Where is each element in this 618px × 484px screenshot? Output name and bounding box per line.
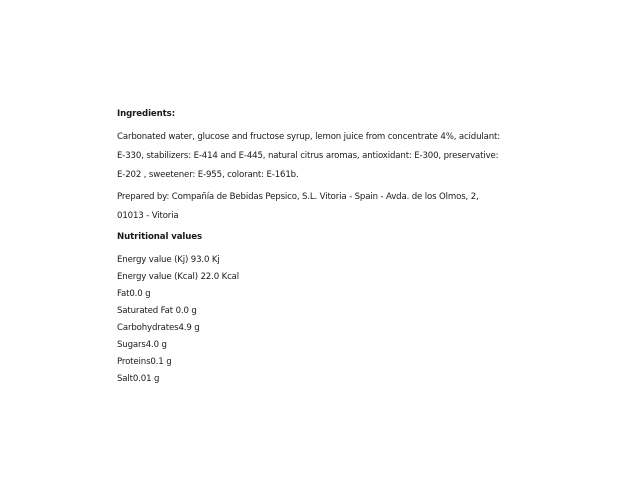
nutrition-item-energy-kj: Energy value (Kj) 93.0 Kj [117, 255, 220, 265]
nutrition-item-energy-kcal: Energy value (Kcal) 22.0 Kcal [117, 272, 240, 282]
nutrition-item-sugars: Sugars4.0 g [117, 340, 167, 350]
nutrition-item-salt: Salt0.01 g [117, 374, 160, 384]
nutrition-item-fat: Fat0.0 g [117, 289, 151, 299]
ingredients-text: Carbonated water, glucose and fructose syrup, lemon juice from concentrate 4%, acidulant: E-330, stabilizers: E-414 and E-445, natural citrus aromas, antioxidant: E-300, preservative: E-202 , sweetener: E-955, colorant: E-161b. [117, 132, 501, 180]
nutritional-values-heading: Nutritional values [117, 232, 203, 242]
product-info-section [117, 107, 501, 388]
nutrition-list [117, 252, 501, 388]
nutrition-item-proteins: Proteins0.1 g [117, 357, 172, 367]
ingredients-heading: Ingredients: [117, 109, 176, 119]
nutrition-item-carbohydrates: Carbohydrates4.9 g [117, 323, 200, 333]
nutrition-item-saturated-fat: Saturated Fat 0.0 g [117, 306, 197, 316]
prepared-by-text: Prepared by: Compañía de Bebidas Pepsico, S.L. Vitoria - Spain - Avda. de los Olmos, 2, 01013 - Vitoria [117, 192, 479, 221]
